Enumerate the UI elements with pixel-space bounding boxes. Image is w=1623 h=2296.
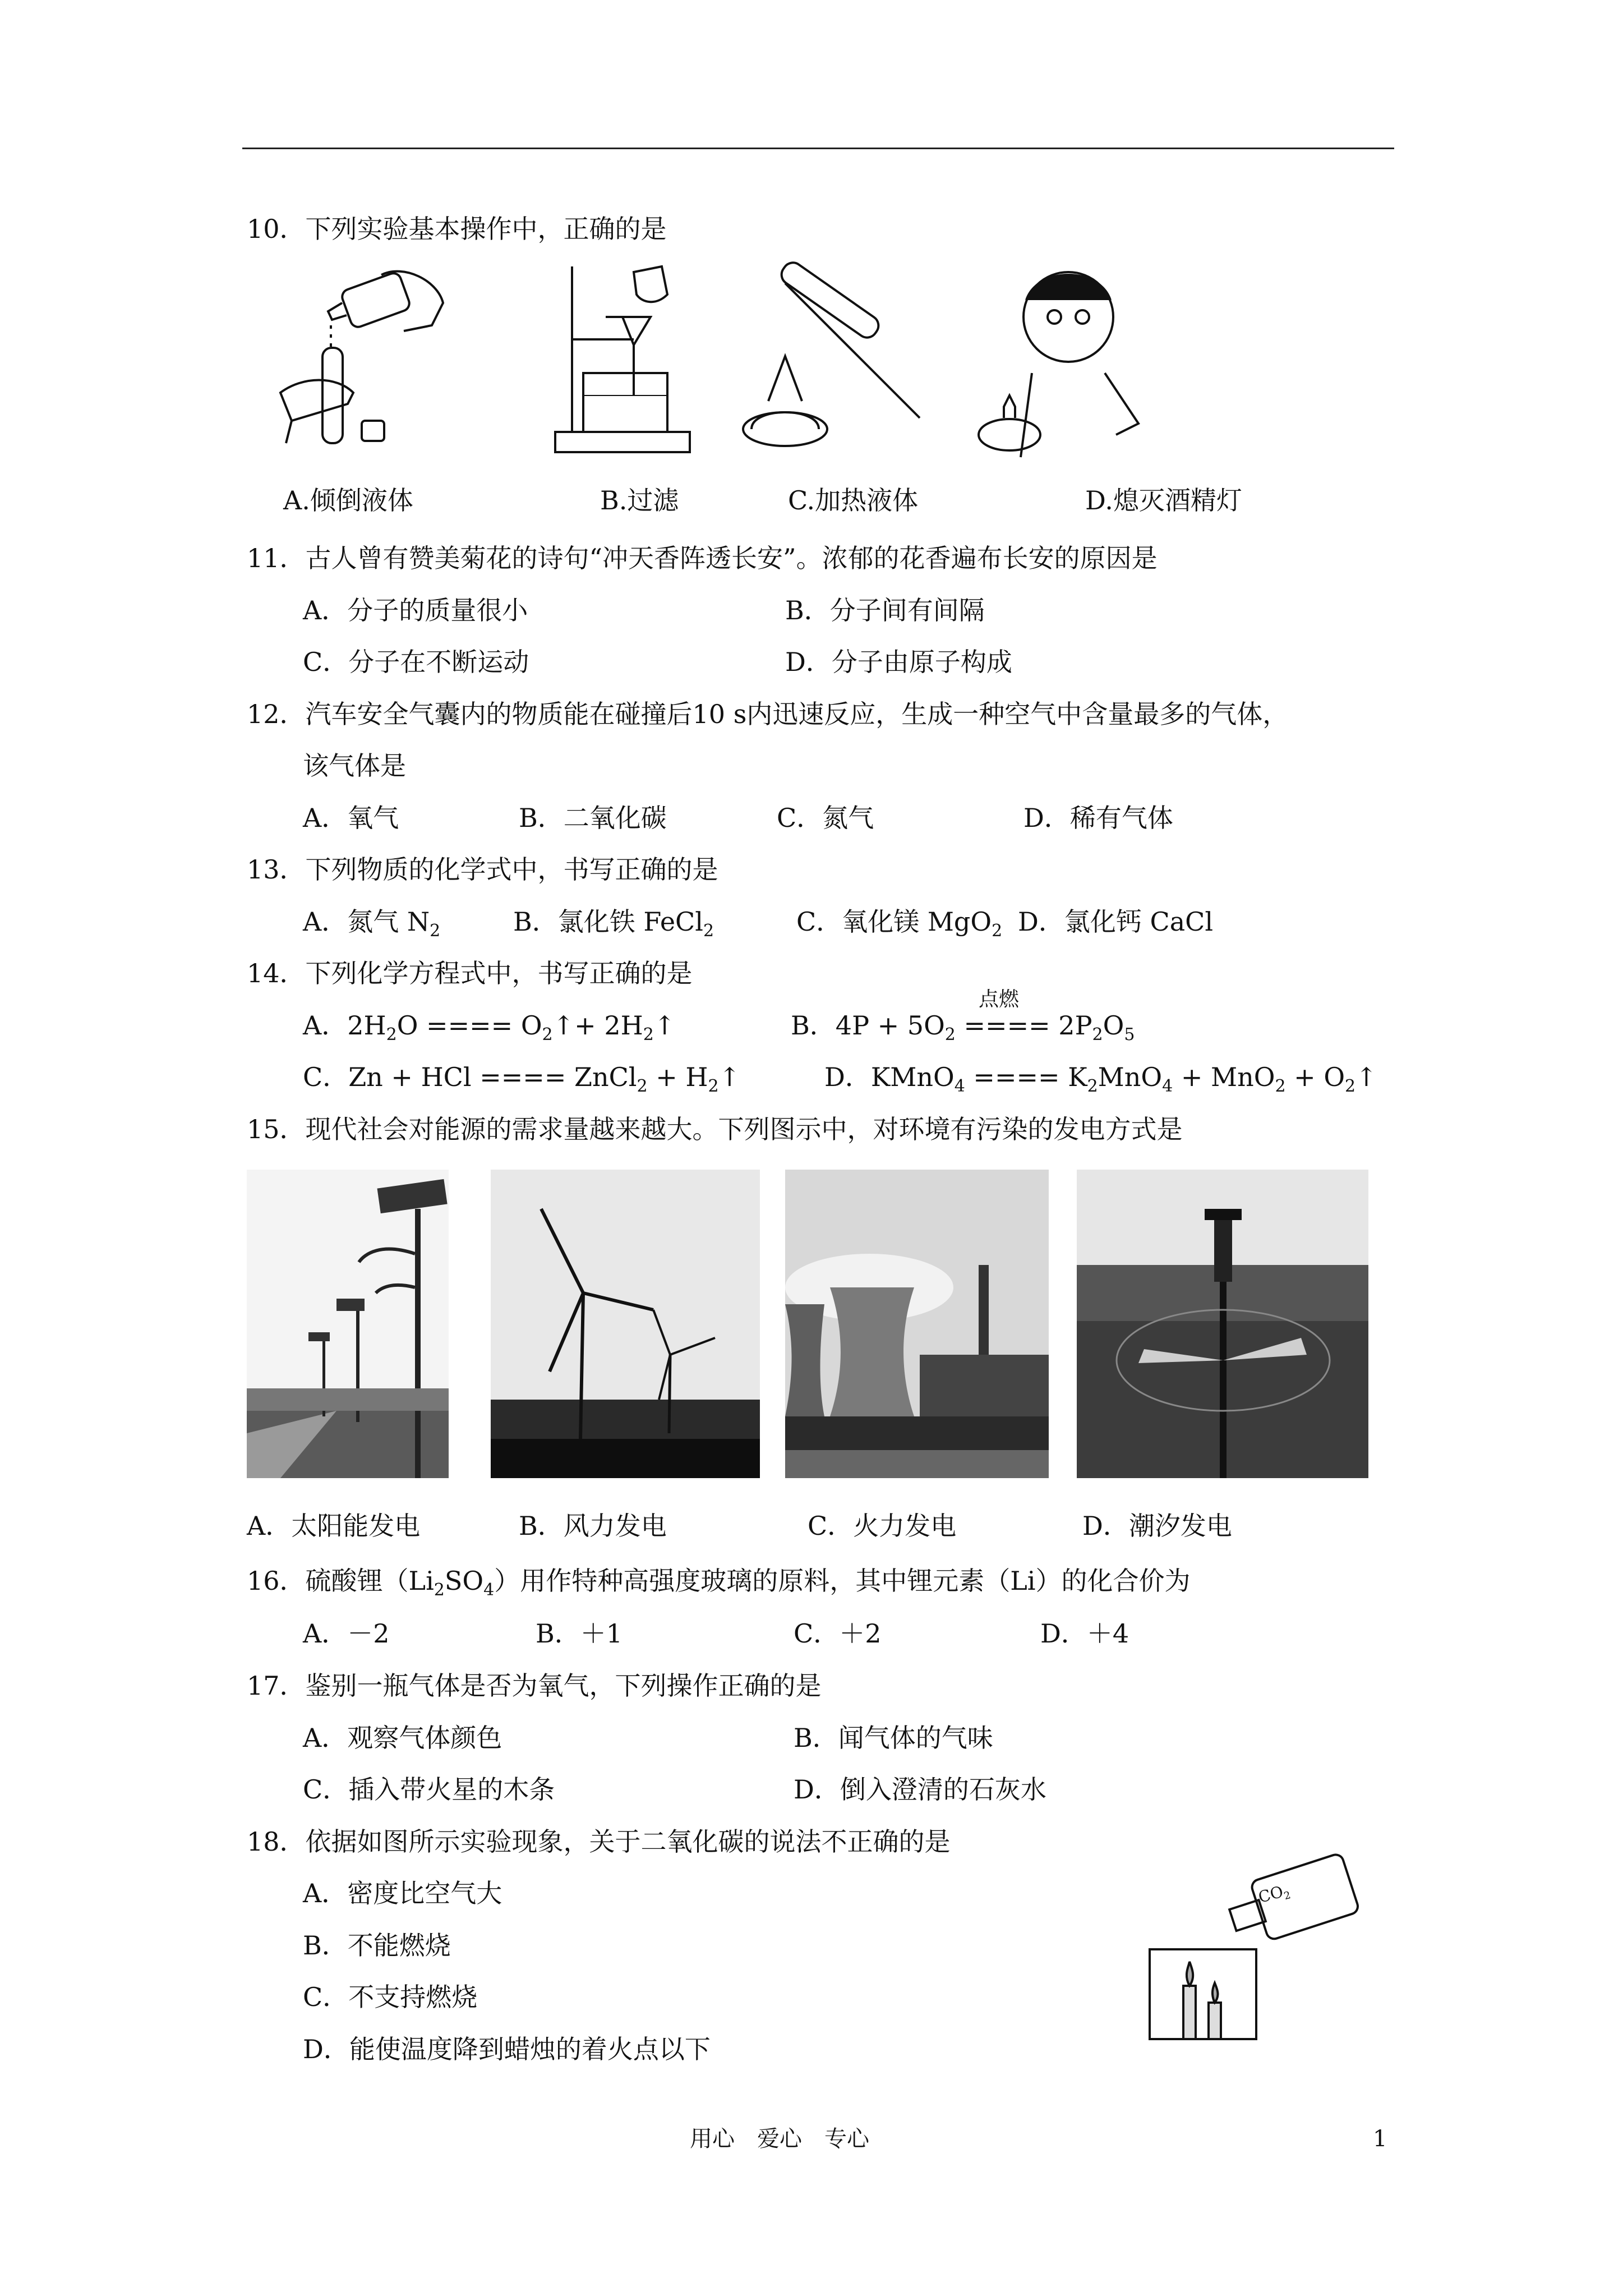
q18-option-b: B．不能燃烧 bbox=[303, 1930, 451, 1961]
header-rule bbox=[242, 148, 1394, 149]
q14-option-d: D．KMnO$_4$ ==== $K_2MnO_4 + MnO_2$ + $O_2↑$ bbox=[824, 1062, 1377, 1096]
q13-option-b: B．氯化铁 FeCl$_2$ bbox=[513, 907, 714, 941]
q17-option-a: A．观察气体颜色 bbox=[303, 1723, 502, 1753]
q10-figure-extinguish bbox=[976, 255, 1155, 463]
q17-stem: 17．鉴别一瓶气体是否为氧气，下列操作正确的是 bbox=[247, 1671, 822, 1701]
q10-figure-heating bbox=[729, 261, 931, 457]
q15-option-b: B．风力发电 bbox=[519, 1511, 667, 1541]
q15-stem: 15．现代社会对能源的需求量越来越大。下列图示中，对环境有污染的发电方式是 bbox=[247, 1114, 1183, 1144]
q10-option-a: A.倾倒液体 bbox=[283, 485, 413, 516]
q17-option-b: B．闻气体的气味 bbox=[794, 1723, 993, 1753]
q17-option-d: D．倒入澄清的石灰水 bbox=[794, 1774, 1046, 1805]
q10-option-c: C.加热液体 bbox=[788, 485, 919, 516]
q12-option-c: C．氮气 bbox=[777, 803, 874, 833]
page-number: 1 bbox=[1373, 2126, 1387, 2152]
q12-option-b: B．二氧化碳 bbox=[519, 803, 667, 833]
q13-stem: 13．下列物质的化学式中，书写正确的是 bbox=[247, 854, 718, 885]
q12-stem: 12．汽车安全气囊内的物质能在碰撞后10 s内迅速反应，生成一种空气中含量最多的气体， bbox=[247, 699, 1289, 729]
q10-figure-pouring bbox=[269, 264, 449, 454]
q15-photo-thermal bbox=[785, 1170, 1049, 1478]
q12-stem-line2: 该气体是 bbox=[303, 751, 406, 781]
q16-option-a: A．－2 bbox=[303, 1618, 390, 1649]
q15-option-a: A．太阳能发电 bbox=[247, 1511, 421, 1541]
q12-option-a: A．氧气 bbox=[303, 803, 399, 833]
q14-b-condition: 点燃 bbox=[979, 988, 1020, 1011]
q18-option-a: A．密度比空气大 bbox=[303, 1878, 502, 1908]
q15-option-c: C．火力发电 bbox=[808, 1511, 957, 1541]
q11-stem: 11．古人曾有赞美菊花的诗句“冲天香阵透长安”。浓郁的花香遍布长安的原因是 bbox=[247, 543, 1158, 573]
q13-option-c: C．氧化镁 MgO$_2$ bbox=[796, 907, 1003, 941]
q14-stem: 14．下列化学方程式中，书写正确的是 bbox=[247, 958, 693, 988]
footer-motto: 用心 爱心 专心 bbox=[690, 2126, 869, 2152]
q10-stem: 10．下列实验基本操作中，正确的是 bbox=[247, 214, 667, 244]
q18-option-d: D．能使温度降到蜡烛的着火点以下 bbox=[303, 2034, 711, 2064]
q11-option-a: A．分子的质量很小 bbox=[303, 595, 528, 625]
q14-option-c: C．Zn + HCl ==== ZnCl$_2$ + $H_2↑$ bbox=[303, 1062, 741, 1096]
q15-photo-tidal bbox=[1077, 1170, 1368, 1478]
q15-photo-wind bbox=[491, 1170, 760, 1478]
q15-option-d: D．潮汐发电 bbox=[1082, 1511, 1232, 1541]
q11-option-c: C．分子在不断运动 bbox=[303, 647, 529, 677]
q14-option-b: B．$4P + 5O_2$ ==== $2P_2O_5$ bbox=[791, 1010, 1135, 1045]
q16-stem: 16．硫酸锂$(Li_2SO_4)$用作特种高强度玻璃的原料，其中锂元素（Li）的化合价为 bbox=[247, 1566, 1191, 1600]
q16-option-c: C．＋2 bbox=[794, 1618, 882, 1649]
q11-option-d: D．分子由原子构成 bbox=[785, 647, 1012, 677]
q10-figure-filtration bbox=[550, 261, 695, 457]
q17-option-c: C．插入带火星的木条 bbox=[303, 1774, 555, 1805]
q12-option-d: D．稀有气体 bbox=[1023, 803, 1173, 833]
q13-option-d: D．氯化钙 CaCl bbox=[1018, 907, 1214, 937]
q18-figure-co2 bbox=[1138, 1843, 1363, 2050]
q18-co2-label: $CO_2$ bbox=[1256, 1882, 1292, 1907]
q18-stem: 18．依据如图所示实验现象，关于二氧化碳的说法不正确的是 bbox=[247, 1826, 951, 1857]
q11-option-b: B．分子间有间隔 bbox=[785, 595, 985, 625]
q16-option-b: B．＋1 bbox=[536, 1618, 623, 1649]
q10-option-b: B.过滤 bbox=[600, 485, 679, 516]
q18-option-c: C．不支持燃烧 bbox=[303, 1982, 478, 2012]
q14-option-a: A．$2H_2O$ ==== $O_2↑+$ $2H_2↑$ bbox=[303, 1010, 676, 1045]
q15-photo-solar bbox=[247, 1170, 449, 1478]
q10-option-d: D.熄灭酒精灯 bbox=[1085, 485, 1242, 516]
q16-option-d: D．＋4 bbox=[1040, 1618, 1129, 1649]
q13-option-a: A．氮气 $N_2$ bbox=[303, 907, 441, 941]
